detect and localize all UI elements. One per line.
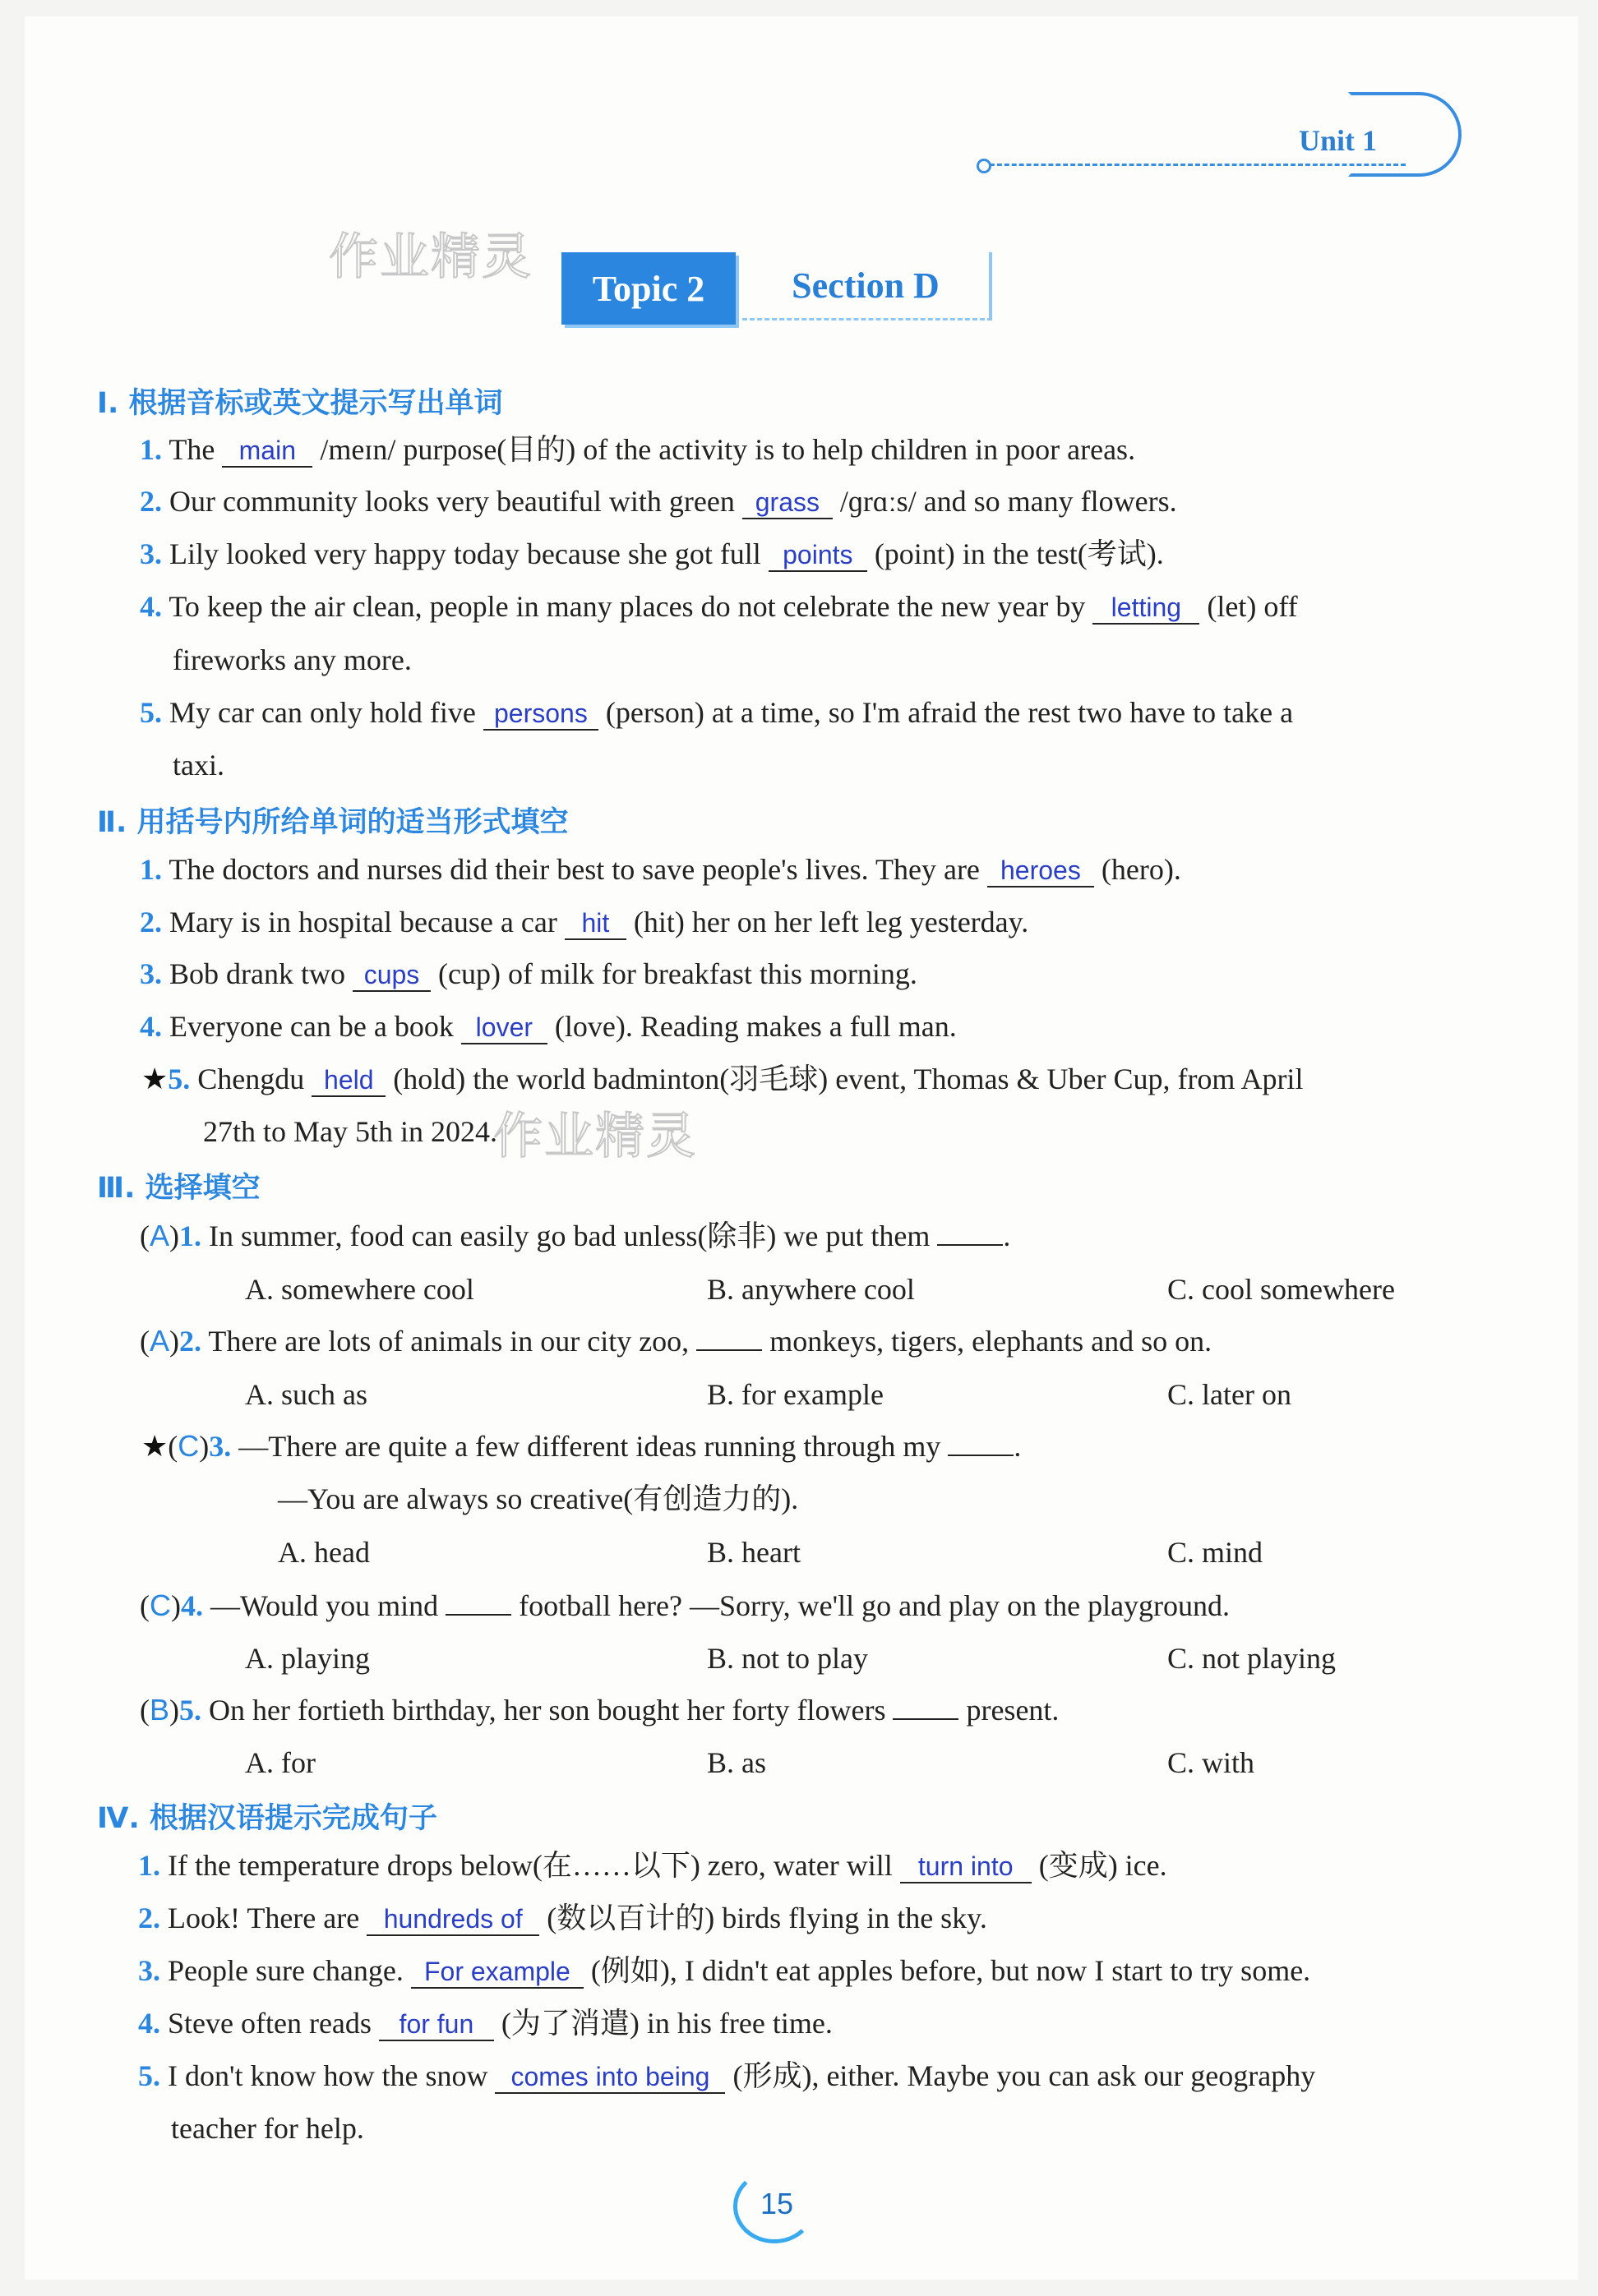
option-c: C. with bbox=[1167, 1746, 1255, 1779]
option-a: A. head bbox=[278, 1536, 370, 1569]
question-text-end: . bbox=[1014, 1430, 1022, 1463]
question-text: Lily looked very happy today because she got full bbox=[169, 537, 761, 570]
question-text: /meɪn/ purpose(目的) of the activity is to help children in poor areas. bbox=[320, 433, 1136, 466]
s1-q4-cont: fireworks any more. bbox=[173, 643, 412, 676]
watermark-logo-2: 作业精灵 bbox=[493, 1108, 697, 1165]
question-text: Look! There are bbox=[168, 1902, 360, 1934]
question-text: /ɡrɑːs/ and so many flowers. bbox=[839, 485, 1177, 518]
question-number: 4. bbox=[181, 1589, 203, 1622]
answer-blank: grass bbox=[742, 486, 833, 519]
watermark-logo: 作业精灵 bbox=[329, 228, 533, 286]
question-number: 5. bbox=[140, 696, 162, 729]
question-number: 5. bbox=[168, 1063, 191, 1095]
question-number: 1. bbox=[140, 853, 162, 886]
option-b: B. not to play bbox=[707, 1642, 868, 1675]
empty-blank bbox=[446, 1589, 511, 1616]
answer-blank: lover bbox=[461, 1012, 547, 1044]
question-text: (person) at a time, so I'm afraid the rest two have to take a bbox=[605, 696, 1294, 729]
question-number: 1. bbox=[140, 433, 162, 466]
choice-answer: A bbox=[150, 1324, 170, 1358]
answer-blank: cups bbox=[353, 959, 431, 992]
s4-q2 bbox=[138, 1900, 987, 1936]
answer-blank: heroes bbox=[987, 855, 1094, 888]
question-number: 2. bbox=[140, 906, 162, 938]
question-text-end: present. bbox=[966, 1694, 1060, 1727]
option-b: B. anywhere cool bbox=[707, 1273, 915, 1306]
s4-q5-cont: teacher for help. bbox=[171, 2112, 364, 2145]
option-b: B. as bbox=[707, 1746, 766, 1779]
s2-q2 bbox=[140, 904, 1028, 940]
answer-blank: hit bbox=[565, 907, 626, 940]
s3-q4: (C)4. —Would you mind football here? —Sorry, we'll go and play on the playground. bbox=[140, 1588, 1231, 1622]
question-text: (变成) ice. bbox=[1038, 1849, 1167, 1882]
star-icon: ★ bbox=[141, 1063, 169, 1095]
question-text: (为了消遣) in his free time. bbox=[501, 2007, 833, 2040]
s1-q5 bbox=[140, 694, 1293, 731]
question-text: If the temperature drops below(在……以下) zero, water will bbox=[168, 1849, 893, 1882]
question-text: In summer, food can easily go bad unless(除非) we put them bbox=[209, 1219, 931, 1252]
s2-q1 bbox=[140, 851, 1181, 888]
option-c: C. later on bbox=[1167, 1378, 1291, 1411]
question-number: 2. bbox=[179, 1325, 202, 1358]
unit-label: Unit 1 bbox=[1299, 124, 1378, 157]
question-number: 1. bbox=[179, 1219, 202, 1252]
unit-dashed-line bbox=[982, 164, 1406, 166]
question-number: 5. bbox=[179, 1694, 202, 1727]
answer-blank: points bbox=[769, 539, 867, 572]
s2-q3 bbox=[140, 956, 917, 992]
answer-blank: hundreds of bbox=[367, 1903, 539, 1936]
question-text-end: monkeys, tigers, elephants and so on. bbox=[769, 1325, 1212, 1358]
choice-answer: C bbox=[150, 1588, 171, 1622]
s1-q4 bbox=[140, 588, 1298, 625]
question-text: The bbox=[169, 433, 215, 466]
choice-answer: B bbox=[150, 1693, 170, 1727]
question-text: Chengdu bbox=[197, 1063, 305, 1095]
option-c: C. mind bbox=[1167, 1536, 1263, 1569]
answer-blank: for fun bbox=[379, 2008, 494, 2041]
s3-q3: ★(C)3. —There are quite a few different ideas running through my . bbox=[141, 1429, 1022, 1463]
question-text: (例如), I didn't eat apples before, but now I start to try some. bbox=[590, 1954, 1311, 1987]
s3-q5: (B)5. On her fortieth birthday, her son bought her forty flowers present. bbox=[140, 1693, 1060, 1727]
s2-q4 bbox=[140, 1008, 957, 1044]
answer-blank: persons bbox=[483, 698, 598, 731]
s4-q3 bbox=[138, 1953, 1310, 1989]
question-number: 4. bbox=[138, 2007, 160, 2040]
empty-blank bbox=[696, 1325, 762, 1351]
question-text: (let) off bbox=[1207, 590, 1298, 623]
question-number: 4. bbox=[140, 1010, 162, 1043]
question-text: Everyone can be a book bbox=[169, 1010, 454, 1043]
s4-q1 bbox=[138, 1847, 1167, 1883]
topic-label: Topic 2 bbox=[561, 252, 736, 325]
s1-q5-cont: taxi. bbox=[173, 749, 224, 781]
question-text: —There are quite a few different ideas running through my bbox=[238, 1430, 941, 1463]
question-text: Bob drank two bbox=[169, 957, 345, 990]
section-2-title: Ⅱ. 用括号内所给单词的适当形式填空 bbox=[97, 806, 569, 839]
question-number: 3. bbox=[140, 537, 162, 570]
answer-blank: comes into being bbox=[495, 2061, 725, 2094]
question-text: (cup) of milk for breakfast this morning. bbox=[437, 957, 917, 990]
question-text: There are lots of animals in our city zoo, bbox=[208, 1325, 690, 1358]
section-1-title: Ⅰ. 根据音标或英文提示写出单词 bbox=[97, 387, 503, 420]
question-text: People sure change. bbox=[168, 1954, 404, 1987]
section-label: Section D bbox=[742, 252, 992, 320]
question-text-end: football here? —Sorry, we'll go and play on the playground. bbox=[519, 1589, 1231, 1622]
s1-q1 bbox=[140, 431, 1135, 468]
s3-q1: (A)1. In summer, food can easily go bad unless(除非) we put them . bbox=[140, 1219, 1011, 1252]
question-text: Steve often reads bbox=[168, 2007, 372, 2040]
choice-answer: C bbox=[178, 1429, 200, 1463]
option-a: A. for bbox=[245, 1746, 316, 1779]
empty-blank bbox=[948, 1430, 1014, 1456]
option-b: B. for example bbox=[707, 1378, 884, 1411]
question-text: Our community looks very beautiful with green bbox=[169, 485, 735, 518]
star-icon: ★ bbox=[141, 1430, 169, 1463]
question-number: 2. bbox=[140, 485, 162, 518]
option-a: A. playing bbox=[245, 1642, 370, 1675]
question-number: 5. bbox=[138, 2059, 160, 2092]
question-text: To keep the air clean, people in many places do not celebrate the new year by bbox=[169, 590, 1086, 623]
option-a: A. somewhere cool bbox=[245, 1273, 474, 1306]
s1-q2 bbox=[140, 483, 1177, 519]
answer-blank: turn into bbox=[900, 1851, 1032, 1883]
topic-section-banner bbox=[561, 252, 997, 325]
question-text-end: . bbox=[1003, 1219, 1011, 1252]
option-c: C. cool somewhere bbox=[1167, 1273, 1395, 1306]
question-number: 2. bbox=[138, 1902, 160, 1934]
question-text: My car can only hold five bbox=[169, 696, 476, 729]
question-number: 4. bbox=[140, 590, 162, 623]
answer-blank: letting bbox=[1092, 592, 1199, 625]
unit-dot-decoration bbox=[977, 159, 991, 173]
answer-blank: main bbox=[222, 435, 312, 468]
answer-blank: held bbox=[312, 1064, 386, 1097]
question-number: 1. bbox=[138, 1849, 160, 1882]
question-number: 3. bbox=[140, 957, 162, 990]
s4-q4 bbox=[138, 2005, 833, 2041]
question-text: (数以百计的) birds flying in the sky. bbox=[547, 1902, 987, 1934]
question-text: (point) in the test(考试). bbox=[874, 537, 1164, 570]
page-number: 15 bbox=[760, 2187, 794, 2220]
s4-q5 bbox=[138, 2058, 1315, 2094]
question-number: 3. bbox=[138, 1954, 160, 1987]
question-text: Mary is in hospital because a car bbox=[169, 906, 557, 938]
s1-q3 bbox=[140, 536, 1164, 572]
question-text: (hit) her on her left leg yesterday. bbox=[633, 906, 1029, 938]
section-4-title: Ⅳ. 根据汉语提示完成句子 bbox=[97, 1802, 437, 1835]
option-b: B. heart bbox=[707, 1536, 801, 1569]
question-text: (hero). bbox=[1101, 853, 1181, 886]
question-text: (love). Reading makes a full man. bbox=[554, 1010, 957, 1043]
question-text: I don't know how the snow bbox=[168, 2059, 488, 2092]
question-text: The doctors and nurses did their best to save people's lives. They are bbox=[169, 853, 980, 886]
choice-answer: A bbox=[150, 1219, 170, 1252]
answer-blank: For example bbox=[411, 1956, 584, 1989]
empty-blank bbox=[893, 1694, 958, 1720]
question-text: (hold) the world badminton(羽毛球) event, Thomas & Uber Cup, from April bbox=[393, 1063, 1304, 1095]
option-c: C. not playing bbox=[1167, 1642, 1336, 1675]
question-text: On her fortieth birthday, her son bought her forty flowers bbox=[209, 1694, 886, 1727]
s2-q5-cont: 27th to May 5th in 2024. bbox=[203, 1115, 497, 1148]
question-text: (形成), either. Maybe you can ask our geography bbox=[732, 2059, 1316, 2092]
s3-q3-reply: —You are always so creative(有创造力的). bbox=[278, 1482, 799, 1515]
question-text: —Would you mind bbox=[210, 1589, 439, 1622]
section-3-title: Ⅲ. 选择填空 bbox=[97, 1172, 261, 1205]
option-a: A. such as bbox=[245, 1378, 367, 1411]
empty-blank bbox=[937, 1219, 1003, 1246]
s2-q5 bbox=[141, 1061, 1303, 1097]
question-number: 3. bbox=[209, 1430, 232, 1463]
s3-q2: (A)2. There are lots of animals in our city zoo, monkeys, tigers, elephants and so on. bbox=[140, 1324, 1212, 1358]
